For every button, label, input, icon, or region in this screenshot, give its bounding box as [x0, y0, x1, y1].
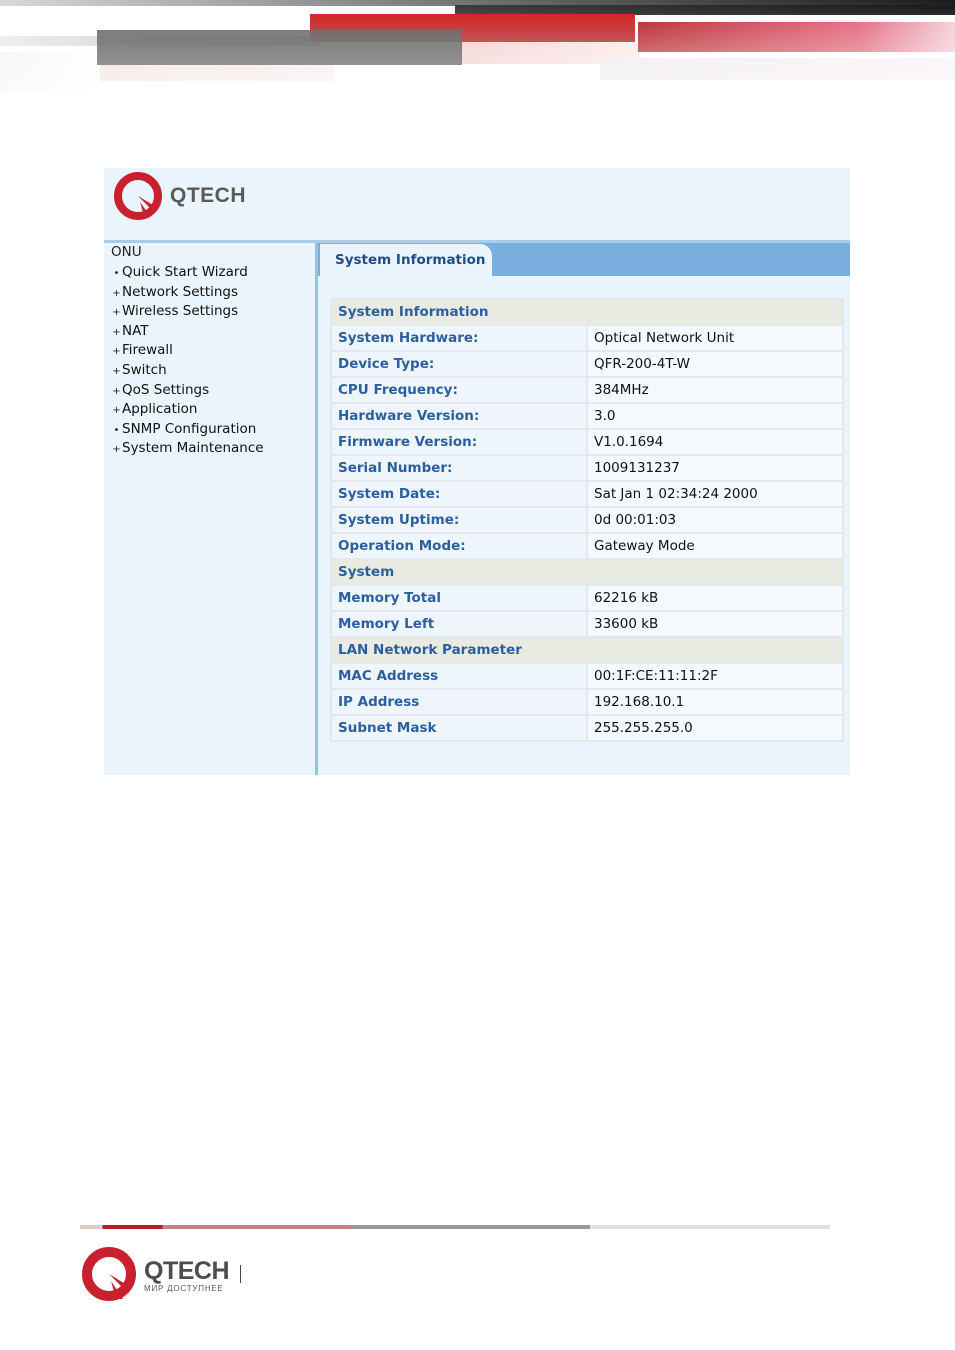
table-row [331, 611, 843, 637]
expand-plus-icon: + [112, 307, 121, 319]
footer-separator [240, 1265, 241, 1283]
qtech-logo [114, 172, 246, 220]
qtech-logo-icon [114, 172, 162, 220]
table-row [331, 429, 843, 455]
footer-divider [80, 1225, 830, 1229]
field-value: 00:1F:CE:11:11:2F [587, 663, 843, 689]
expand-plus-icon: + [112, 326, 121, 338]
field-label: Hardware Version: [331, 403, 587, 429]
expand-plus-icon: + [112, 346, 121, 358]
field-value: V1.0.1694 [587, 429, 843, 455]
field-label: Serial Number: [331, 455, 587, 481]
field-label: Operation Mode: [331, 533, 587, 559]
field-label: MAC Address [331, 663, 587, 689]
field-value: 3.0 [587, 403, 843, 429]
table-row [331, 585, 843, 611]
system-info-table [330, 298, 844, 742]
section-title: System Information [331, 299, 843, 325]
table-row [331, 351, 843, 377]
table-row [331, 481, 843, 507]
tab-system-information[interactable]: System Information [320, 244, 492, 277]
footer-brand: QTECH [144, 1256, 229, 1285]
field-label: System Date: [331, 481, 587, 507]
sidebar-nav [111, 263, 264, 459]
sidebar-item-quick-start-wizard[interactable]: • Quick Start Wizard [111, 263, 264, 283]
field-value: 62216 kB [587, 585, 843, 611]
table-section-header [331, 637, 843, 663]
footer-slogan: МИР ДОСТУПНЕЕ [144, 1283, 224, 1293]
field-label: System Hardware: [331, 325, 587, 351]
expand-plus-icon: + [112, 385, 121, 397]
field-value: 192.168.10.1 [587, 689, 843, 715]
qtech-logo-icon [82, 1247, 138, 1303]
field-value: 0d 00:01:03 [587, 507, 843, 533]
sidebar-item-firewall[interactable]: +Firewall [111, 341, 264, 361]
table-row [331, 377, 843, 403]
field-value: QFR-200-4T-W [587, 351, 843, 377]
field-value: 384MHz [587, 377, 843, 403]
table-section-header [331, 559, 843, 585]
sidebar-menu [104, 243, 318, 775]
sidebar-item-wireless-settings[interactable]: +Wireless Settings [111, 302, 264, 322]
footer-logo [82, 1247, 229, 1303]
field-value: 33600 kB [587, 611, 843, 637]
table-row [331, 507, 843, 533]
field-label: IP Address [331, 689, 587, 715]
bullet-icon: • [113, 424, 120, 436]
field-label: Firmware Version: [331, 429, 587, 455]
expand-plus-icon: + [112, 444, 121, 456]
tab-bar [318, 243, 850, 276]
section-title: LAN Network Parameter [331, 637, 843, 663]
sidebar-item-switch[interactable]: +Switch [111, 361, 264, 381]
field-value: 1009131237 [587, 455, 843, 481]
sidebar-item-system-maintenance[interactable]: +System Maintenance [111, 439, 264, 459]
field-label: System Uptime: [331, 507, 587, 533]
field-value: 255.255.255.0 [587, 715, 843, 741]
expand-plus-icon: + [112, 365, 121, 377]
table-row [331, 403, 843, 429]
page-header-banner [0, 0, 955, 150]
router-web-ui [104, 168, 850, 775]
table-row [331, 325, 843, 351]
bullet-icon: • [113, 268, 120, 279]
app-header [104, 168, 850, 240]
logo-text: QTECH [170, 184, 246, 207]
table-section-header [331, 299, 843, 325]
field-label: Memory Total [331, 585, 587, 611]
sidebar-item-snmp-configuration[interactable]: • SNMP Configuration [111, 420, 264, 440]
field-label: Subnet Mask [331, 715, 587, 741]
table-row [331, 663, 843, 689]
expand-plus-icon: + [112, 287, 121, 299]
sidebar-item-application[interactable]: +Application [111, 400, 264, 420]
field-label: CPU Frequency: [331, 377, 587, 403]
table-row [331, 689, 843, 715]
field-label: Device Type: [331, 351, 587, 377]
sidebar-item-network-settings[interactable]: +Network Settings [111, 283, 264, 303]
sidebar-item-qos-settings[interactable]: +QoS Settings [111, 381, 264, 401]
field-value: Optical Network Unit [587, 325, 843, 351]
section-title: System [331, 559, 843, 585]
sidebar-item-nat[interactable]: +NAT [111, 322, 264, 342]
table-row [331, 715, 843, 741]
field-label: Memory Left [331, 611, 587, 637]
expand-plus-icon: + [112, 405, 121, 417]
table-row [331, 533, 843, 559]
main-content [318, 243, 850, 775]
sidebar-root-label[interactable]: ONU [111, 244, 142, 260]
field-value: Gateway Mode [587, 533, 843, 559]
table-row [331, 455, 843, 481]
field-value: Sat Jan 1 02:34:24 2000 [587, 481, 843, 507]
